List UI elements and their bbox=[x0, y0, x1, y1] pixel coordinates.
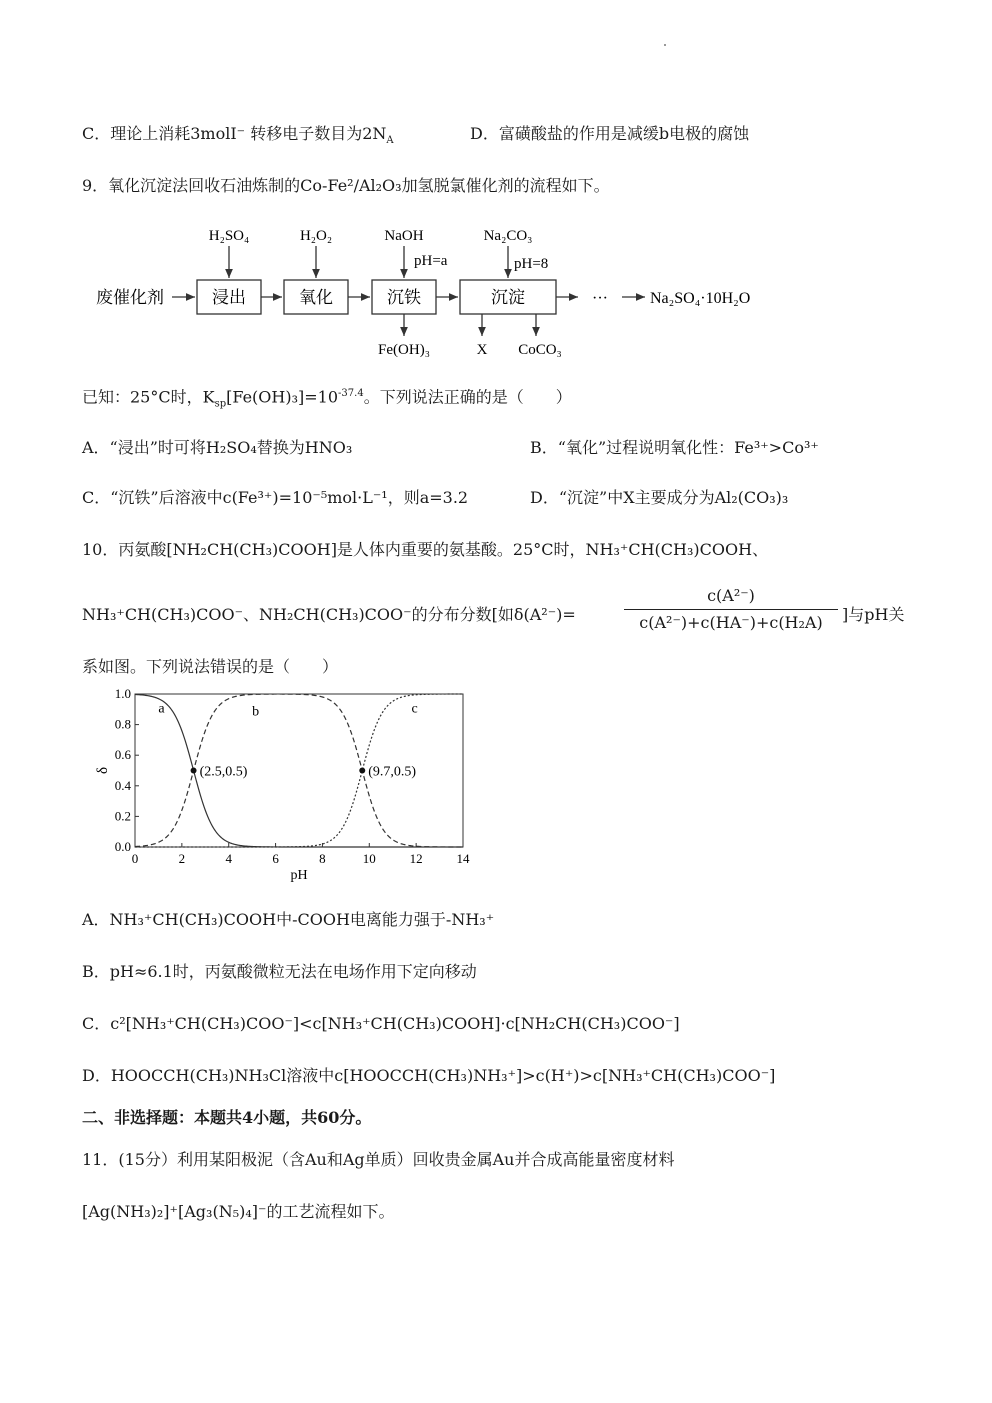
q8-option-d: D．富磺酸盐的作用是减缓b电极的腐蚀 bbox=[470, 124, 750, 143]
q8-option-c: C．理论上消耗3molI⁻ 转移电子数目为$2N_A$ bbox=[82, 124, 394, 147]
q10-option-a: A．NH₃⁺CH(CH₃)COOH中-COOH电离能力强于-NH₃⁺ bbox=[82, 910, 495, 929]
output-x: X bbox=[476, 342, 488, 358]
marked-point-label: (2.5,0.5) bbox=[199, 764, 248, 780]
flow-step-leach: 浸出 bbox=[212, 288, 246, 307]
y-axis-label: δ bbox=[95, 766, 111, 775]
flow-start: 废催化剂 bbox=[96, 288, 164, 307]
q9-known: 已知：25°C时，$K_{sp}[Fe(OH)_3]=10^{-37.4}$。下列说法正确的是（ ） bbox=[82, 387, 572, 410]
fraction-numerator: c(A²⁻) bbox=[707, 586, 755, 605]
reagent-naoh: NaOH bbox=[384, 228, 424, 244]
series-b-label: b bbox=[252, 704, 260, 720]
marked-point-label: (9.7,0.5) bbox=[368, 764, 417, 780]
x-axis-label: pH bbox=[290, 868, 308, 883]
flow-step-precip: 沉淀 bbox=[491, 288, 525, 307]
x-tick-label: 4 bbox=[225, 851, 232, 866]
reagent-na2co3: Na₂CO₃ bbox=[483, 228, 533, 244]
q9-stem: 9．氧化沉淀法回收石油炼制的Co-Fe²/Al₂O₃加氢脱氯催化剂的流程如下。 bbox=[82, 176, 610, 195]
x-tick-label: 14 bbox=[456, 851, 470, 866]
x-tick-label: 12 bbox=[409, 851, 423, 866]
x-tick-label: 0 bbox=[131, 851, 139, 866]
x-tick-label: 10 bbox=[362, 851, 376, 866]
flow-step-oxidize: 氧化 bbox=[299, 288, 333, 307]
x-tick-label: 2 bbox=[178, 851, 186, 866]
y-tick-label: 0.6 bbox=[114, 747, 131, 763]
q9-flowchart bbox=[90, 218, 810, 363]
fraction-bar bbox=[624, 609, 838, 610]
y-tick-label: 0.2 bbox=[114, 808, 131, 824]
q11-stem-line1: 11．(15分）利用某阳极泥（含Au和Ag单质）回收贵金属Au并合成高能量密度材料 bbox=[82, 1150, 675, 1169]
q10-stem-line3: 系如图。下列说法错误的是（ ） bbox=[82, 657, 339, 676]
reagent-h2so4: H₂SO₄ bbox=[208, 228, 250, 244]
output-coco3: CoCO₃ bbox=[518, 342, 562, 358]
q10-stem-line1: 10．丙氨酸[NH₂CH(CH₃)COOH]是人体内重要的氨基酸。25°C时，NH₃⁺CH(CH₃)COOH、 bbox=[82, 540, 769, 559]
marked-point bbox=[359, 768, 365, 774]
x-tick-label: 8 bbox=[319, 851, 326, 866]
q10-stem-line2-right: ]与pH关 bbox=[842, 605, 905, 624]
q10-distribution-chart bbox=[95, 686, 485, 886]
q9-option-b: B．“氧化”过程说明氧化性：Fe³⁺>Co³⁺ bbox=[530, 438, 819, 457]
y-tick-label: 0.0 bbox=[114, 839, 131, 854]
x-tick-label: 6 bbox=[272, 851, 279, 866]
series-c-label: c bbox=[411, 701, 418, 717]
q9-option-d: D．“沉淀”中X主要成分为Al₂(CO₃)₃ bbox=[530, 488, 789, 507]
q10-option-d: D．HOOCCH(CH₃)NH₃Cl溶液中c[HOOCCH(CH₃)NH₃⁺]>c(H⁺)>c[NH₃⁺CH(CH₃)COO⁻] bbox=[82, 1066, 776, 1085]
q9-option-c: C．“沉铁”后溶液中c(Fe³⁺)=10⁻⁵mol·L⁻¹，则a=3.2 bbox=[82, 488, 469, 507]
section-2-heading: 二、非选择题：本题共4小题，共60分。 bbox=[82, 1108, 372, 1127]
q11-stem-line2: [Ag(NH₃)₂]⁺[Ag₃(N₅)₄]⁻的工艺流程如下。 bbox=[82, 1202, 395, 1221]
fraction-denominator: c(A²⁻)+c(HA⁻)+c(H₂A) bbox=[639, 613, 823, 632]
q10-option-b: B．pH≈6.1时，丙氨酸微粒无法在电场作用下定向移动 bbox=[82, 962, 477, 981]
condition-ph-a: pH=a bbox=[414, 253, 448, 269]
q10-option-c: C．c²[NH₃⁺CH(CH₃)COO⁻]<c[NH₃⁺CH(CH₃)COOH]·c[NH₂CH(CH₃)COO⁻] bbox=[82, 1014, 680, 1033]
q10-stem-line2-left: NH₃⁺CH(CH₃)COO⁻、NH₂CH(CH₃)COO⁻的分布分数[如δ(A²⁻)= bbox=[82, 605, 576, 624]
flow-product: Na₂SO₄·10H₂O bbox=[650, 290, 751, 307]
flow-ellipsis: ··· bbox=[592, 290, 608, 307]
y-tick-label: 0.4 bbox=[114, 777, 131, 793]
marked-point bbox=[191, 768, 197, 774]
scan-speck bbox=[664, 44, 666, 46]
condition-ph-8: pH=8 bbox=[514, 256, 549, 272]
series-a-label: a bbox=[158, 701, 165, 717]
y-tick-label: 0.8 bbox=[114, 716, 131, 732]
q10-fraction bbox=[624, 585, 838, 634]
q9-option-a: A．“浸出”时可将H₂SO₄替换为HNO₃ bbox=[82, 438, 353, 457]
reagent-h2o2: H₂O₂ bbox=[299, 228, 333, 244]
output-feoh3: Fe(OH)₃ bbox=[378, 342, 430, 358]
y-tick-label: 1.0 bbox=[114, 686, 131, 701]
flow-step-iron: 沉铁 bbox=[387, 288, 421, 307]
